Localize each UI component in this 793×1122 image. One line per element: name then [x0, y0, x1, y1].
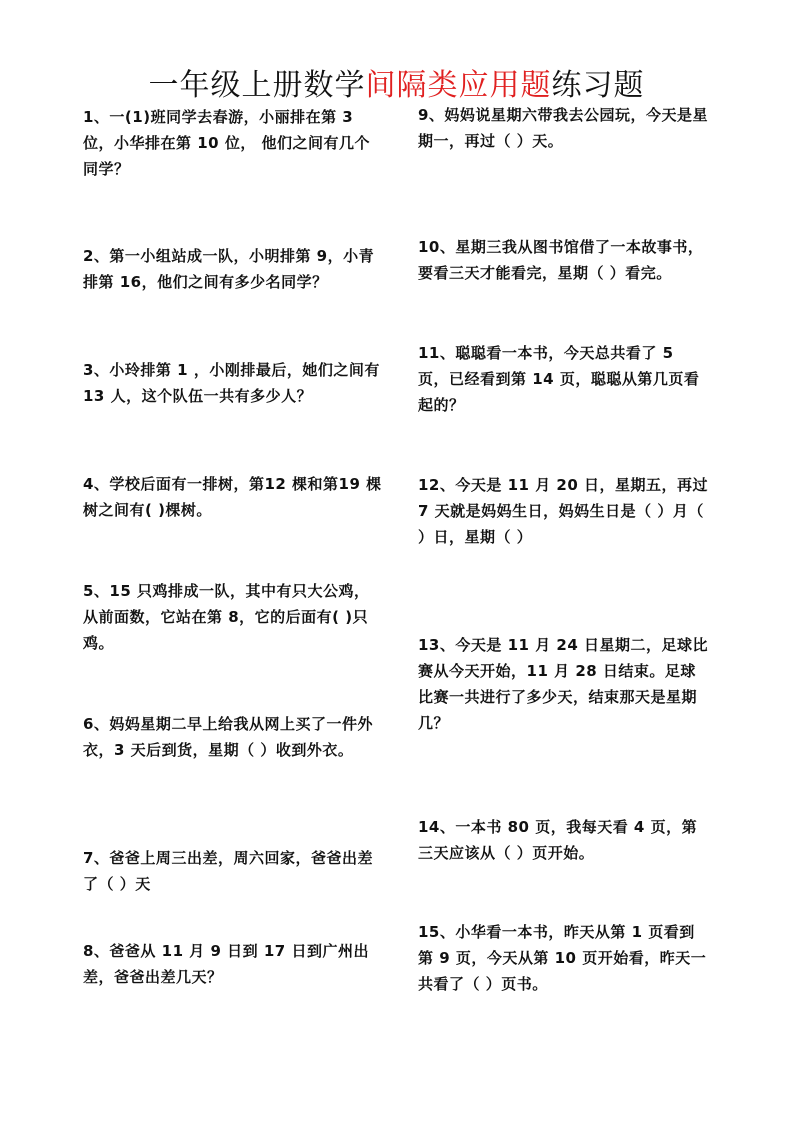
question-14: 14、一本书 80 页，我每天看 4 页，第三天应该从（ ）页开始。 [418, 818, 698, 862]
title-prefix: 一年级上册数学 [148, 68, 366, 103]
question-15: 15、小华看一本书，昨天从第 1 页看到第 9 页，今天从第 10 页开始看，昨天一共看了（ ）页书。 [418, 923, 707, 993]
title-suffix: 练习题 [551, 68, 645, 103]
title-highlight: 间隔类应用题 [365, 68, 552, 103]
question-8: 8、爸爸从 11 月 9 日到 17 日到广州出差，爸爸出差几天？ [83, 942, 369, 986]
question-2: 2、第一小组站成一队，小明排第 9，小青排第 16，他们之间有多少名同学？ [83, 247, 375, 291]
question-6: 6、妈妈星期二早上给我从网上买了一件外衣，3 天后到货，星期（ ）收到外衣。 [83, 715, 373, 759]
question-5: 5、15 只鸡排成一队，其中有只大公鸡，从前面数，它站在第 8，它的后面有( )只鸡。 [83, 582, 370, 652]
question-11: 11、聪聪看一本书，今天总共看了 5 页，已经看到第 14 页，聪聪从第几页看起的？ [418, 344, 700, 414]
question-9: 9、妈妈说星期六带我去公园玩，今天是星期一，再过（ ）天。 [418, 106, 708, 150]
question-4: 4、学校后面有一排树，第12 棵和第19 棵树之间有( )棵树。 [83, 475, 382, 519]
question-12: 12、今天是 11 月 20 日，星期五，再过 7 天就是妈妈生日，妈妈生日是（ ）月（ ）日，星期（ ） [418, 476, 709, 546]
question-10: 10、星期三我从图书馆借了一本故事书，要看三天才能看完，星期（ ）看完。 [418, 238, 704, 282]
page-title [0, 60, 793, 104]
question-3: 3、小玲排第 1 ，小刚排最后，她们之间有 13 人，这个队伍一共有多少人？ [83, 361, 380, 405]
question-7: 7、爸爸上周三出差，周六回家，爸爸出差了（ ）天 [83, 849, 373, 893]
question-13: 13、今天是 11 月 24 日星期二，足球比赛从今天开始，11 月 28 日结束。足球比赛一共进行了多少天，结束那天是星期几？ [418, 636, 709, 732]
question-1: 1、一(1)班同学去春游，小丽排在第 3 位，小华排在第 10 位， 他们之间有几个同学？ [83, 108, 371, 178]
